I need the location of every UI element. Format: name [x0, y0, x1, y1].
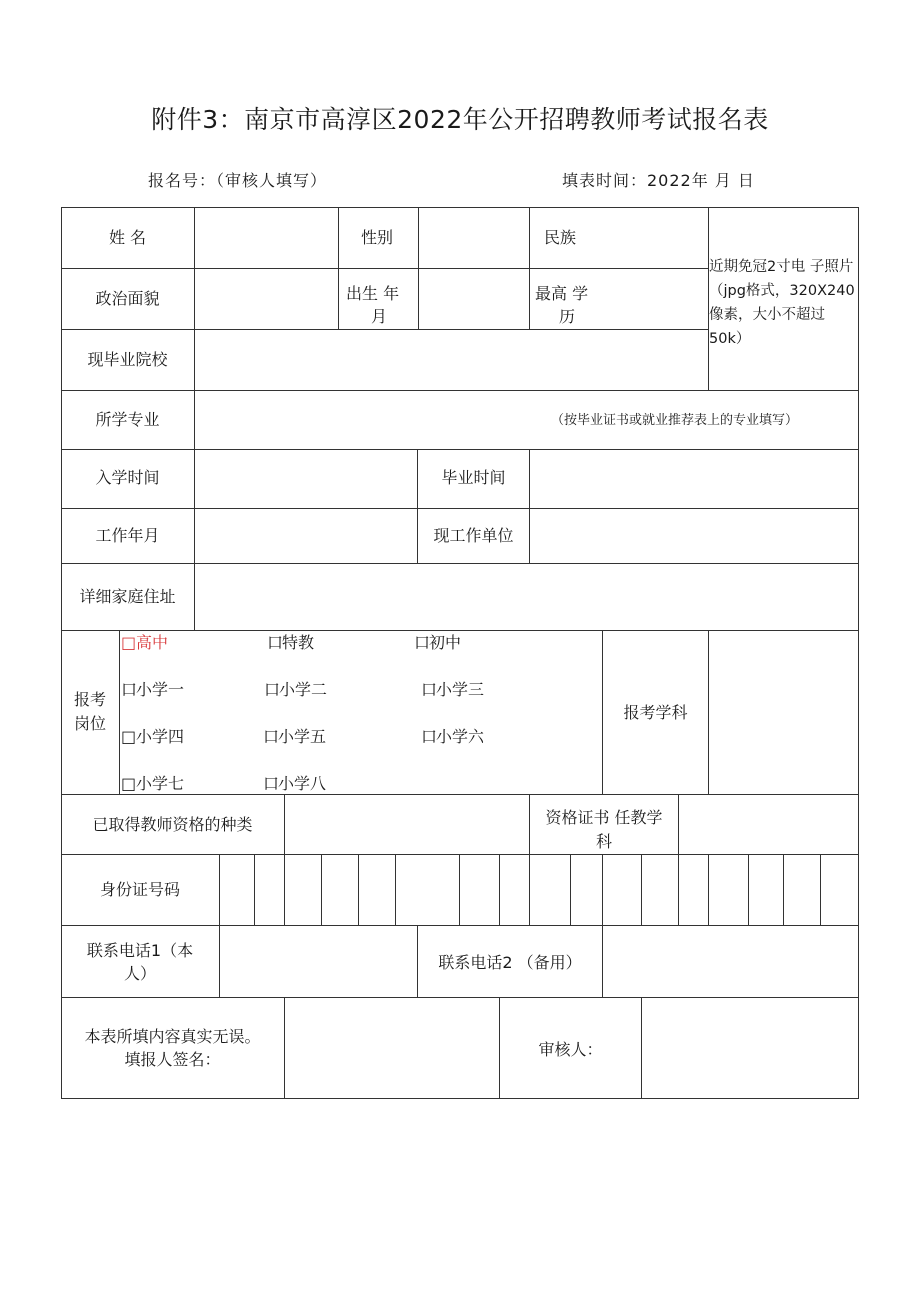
table-border — [338, 207, 339, 329]
id-number-label: 身份证号码 — [99, 880, 180, 899]
checkbox-icon: 口 — [414, 633, 431, 652]
position-option-label: 小学八 — [278, 774, 327, 793]
position-option-special-ed[interactable] — [267, 632, 314, 654]
school-field[interactable] — [195, 330, 708, 390]
work-date-field[interactable] — [195, 509, 417, 563]
table-border — [529, 207, 530, 329]
table-border — [61, 854, 859, 855]
position-option-primary-3[interactable] — [421, 679, 484, 701]
position-option-primary-6[interactable] — [421, 726, 484, 748]
enrollment-date-label: 入学时间 — [95, 468, 160, 487]
table-border — [499, 854, 500, 925]
table-border — [678, 854, 679, 925]
position-option-label: 小学一 — [136, 680, 185, 699]
table-border — [641, 854, 642, 925]
enrollment-date-field[interactable] — [195, 450, 417, 508]
major-note: （按毕业证书或就业推荐表上的专业填写） — [551, 413, 799, 428]
birth-date-label-cont: 月 — [371, 307, 388, 326]
checkbox-icon: 口 — [421, 727, 438, 746]
address-label: 详细家庭住址 — [79, 587, 176, 606]
checkbox-icon: □ — [121, 774, 137, 793]
position-option-primary-8[interactable] — [263, 773, 326, 795]
table-border — [748, 854, 749, 925]
checkbox-icon: 口 — [263, 774, 280, 793]
certificate-subject-field[interactable] — [679, 795, 858, 854]
table-border — [61, 1098, 859, 1099]
table-border — [219, 854, 220, 925]
table-border — [254, 854, 255, 925]
phone-2-field[interactable] — [603, 926, 858, 997]
table-border — [284, 854, 285, 925]
subject-field[interactable] — [709, 631, 858, 794]
registration-number-label: 报名号：（审核人填写） — [148, 171, 328, 190]
position-option-label: 小学二 — [279, 680, 328, 699]
birth-date-field[interactable] — [419, 269, 529, 329]
education-label-cont: 历 — [559, 307, 576, 326]
applicant-signature-field[interactable] — [285, 998, 499, 1098]
registration-form — [61, 207, 859, 1099]
position-option-label: 小学五 — [278, 727, 327, 746]
page-title: 附件3：南京市高淳区2022年公开招聘教师考试报名表 — [151, 105, 769, 134]
checkbox-icon: 口 — [121, 680, 138, 699]
position-option-label: 小学三 — [436, 680, 485, 699]
checkbox-icon: □ — [121, 727, 137, 746]
work-date-label: 工作年月 — [95, 526, 160, 545]
work-unit-label: 现工作单位 — [433, 526, 514, 545]
checkbox-icon: 口 — [421, 680, 438, 699]
gender-label: 性别 — [361, 228, 394, 247]
position-option-label: 特教 — [282, 633, 315, 652]
ethnicity-label: 民族 — [544, 228, 577, 247]
position-option-primary-1[interactable] — [121, 679, 184, 701]
reviewer-label: 审核人： — [538, 1040, 603, 1059]
photo-note: 近期免冠2寸电 子照片（jpg格式，320X240像素，大小不超过50k） — [709, 259, 855, 347]
graduation-date-label: 毕业时间 — [441, 468, 506, 487]
name-field[interactable] — [195, 208, 338, 268]
position-label-cont: 岗位 — [73, 714, 106, 733]
education-label: 最高 学 — [535, 284, 589, 303]
address-field[interactable] — [195, 564, 858, 630]
name-label: 姓 名 — [108, 228, 147, 247]
checkbox-icon: 口 — [263, 727, 280, 746]
qualification-label: 已取得教师资格的种类 — [92, 815, 253, 834]
position-option-label: 小学六 — [436, 727, 485, 746]
table-border — [708, 854, 709, 925]
certificate-subject-label: 资格证书 任教学 — [545, 808, 663, 827]
checkbox-icon: □ — [121, 633, 137, 652]
declaration-text: 本表所填内容真实无误。 — [84, 1027, 261, 1046]
position-option-label: 初中 — [429, 633, 462, 652]
position-option-primary-2[interactable] — [264, 679, 327, 701]
major-label: 所学专业 — [95, 410, 160, 429]
phone-1-label-cont: 人） — [123, 964, 156, 983]
birth-date-label: 出生 年 — [346, 284, 400, 303]
phone-1-label: 联系电话1（本 — [86, 941, 194, 960]
position-option-primary-5[interactable] — [263, 726, 326, 748]
reviewer-signature-field[interactable] — [642, 998, 858, 1098]
position-option-label: 小学四 — [136, 727, 185, 746]
position-option-label: 高中 — [136, 633, 169, 652]
position-option-label: 小学七 — [136, 774, 185, 793]
applicant-signature-label: 填报人签名： — [124, 1050, 221, 1069]
school-label: 现毕业院校 — [87, 350, 168, 369]
qualification-field[interactable] — [285, 795, 529, 854]
table-border — [119, 630, 120, 794]
phone-1-field[interactable] — [220, 926, 417, 997]
table-border — [529, 854, 530, 925]
table-border — [858, 207, 859, 1099]
table-border — [602, 854, 603, 925]
gender-field[interactable] — [419, 208, 529, 268]
subject-label: 报考学科 — [623, 703, 688, 722]
position-option-primary-7[interactable] — [121, 773, 184, 795]
table-border — [61, 390, 859, 391]
table-border — [459, 854, 460, 925]
position-option-primary-4[interactable] — [121, 726, 184, 748]
table-border — [358, 854, 359, 925]
graduation-date-field[interactable] — [530, 450, 858, 508]
table-border — [321, 854, 322, 925]
political-status-field[interactable] — [195, 269, 338, 329]
checkbox-icon: 口 — [267, 633, 284, 652]
certificate-subject-label-cont: 科 — [595, 832, 612, 851]
table-border — [61, 268, 708, 269]
table-border — [570, 854, 571, 925]
checkbox-icon: 口 — [264, 680, 281, 699]
table-border — [783, 854, 784, 925]
phone-2-label: 联系电话2 （备用） — [438, 953, 582, 972]
position-option-junior-high[interactable] — [414, 632, 461, 654]
table-border — [820, 854, 821, 925]
fill-date-label: 填表时间：2022年 月 日 — [562, 171, 755, 190]
position-option-high-school[interactable] — [121, 632, 168, 654]
political-status-label: 政治面貌 — [95, 289, 160, 308]
work-unit-field[interactable] — [530, 509, 858, 563]
position-label: 报考 — [73, 690, 106, 709]
table-border — [395, 854, 396, 925]
